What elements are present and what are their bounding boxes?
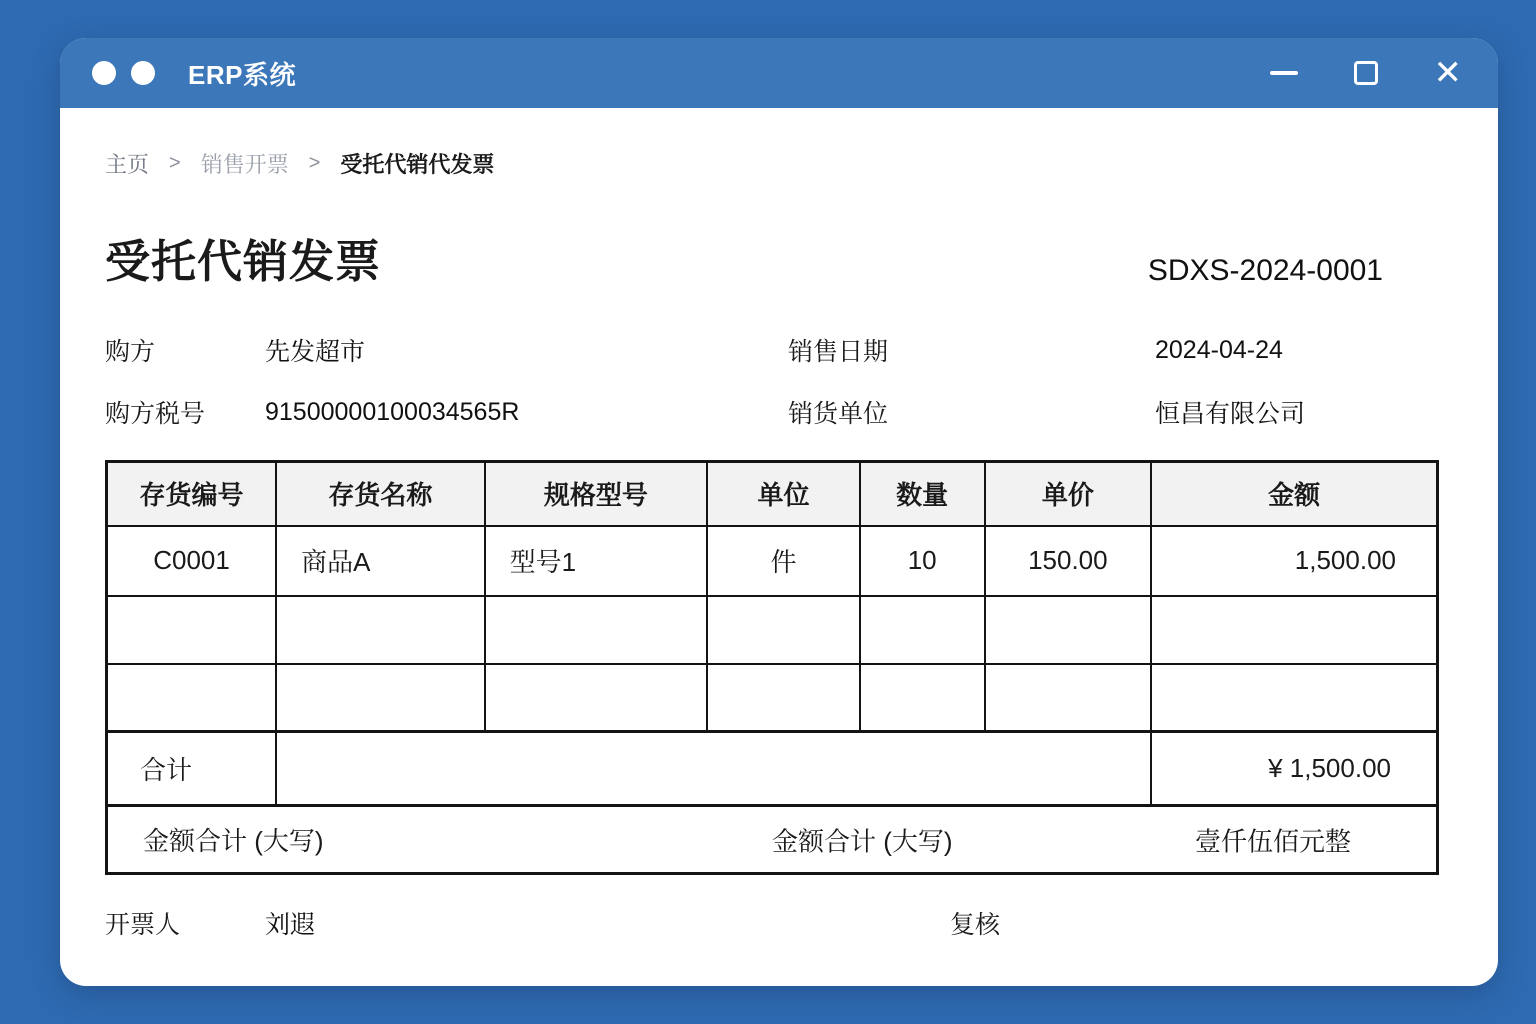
- line-items-table: [105, 460, 1439, 875]
- col-header-unit: 单位: [707, 462, 860, 526]
- title-row: [105, 225, 1453, 290]
- amount-in-words-value: 壹仟伍佰元整: [1194, 826, 1351, 856]
- chevron-right-icon: >: [308, 152, 321, 174]
- invoice-number: SDXS-2024-0001: [1147, 254, 1383, 287]
- window-dot-1-icon[interactable]: [92, 61, 116, 85]
- table-header-row: [107, 462, 1438, 526]
- breadcrumb: [105, 148, 1453, 179]
- chevron-right-icon: >: [169, 152, 181, 174]
- col-header-amount: 金额: [1151, 462, 1437, 526]
- seller-unit-label: 销货单位: [788, 400, 889, 428]
- col-header-quantity: 数量: [860, 462, 985, 526]
- maximize-icon: [1354, 61, 1378, 85]
- breadcrumb-home[interactable]: 主页: [105, 152, 150, 177]
- amount-words-label-left: 金额合计 (大写): [143, 826, 324, 856]
- signature-footer: [105, 905, 1453, 941]
- cell-unit-price: 150.00: [985, 526, 1152, 596]
- minimize-button[interactable]: [1270, 71, 1298, 75]
- cell-unit: 件: [707, 526, 860, 596]
- total-label: 合计: [107, 732, 277, 806]
- table-empty-row: [107, 664, 1438, 732]
- main-content: [60, 108, 1498, 941]
- issuer-name: 刘遐: [265, 911, 316, 939]
- window-dot-2-icon[interactable]: [131, 61, 155, 85]
- cell-item-name: 商品A: [276, 526, 485, 596]
- window-controls: [1270, 56, 1463, 90]
- seller-unit-value: 恒昌有限公司: [1155, 400, 1306, 428]
- table-row: [107, 526, 1438, 596]
- breadcrumb-sales-invoicing[interactable]: 销售开票: [200, 152, 289, 177]
- maximize-button[interactable]: [1354, 61, 1378, 85]
- close-icon: ✕: [1433, 54, 1462, 92]
- close-button[interactable]: [1434, 56, 1463, 90]
- invoice-info: [105, 332, 1453, 430]
- page-title: 受托代销发票: [105, 236, 382, 287]
- cell-amount: 1,500.00: [1151, 526, 1437, 596]
- buyer-tax-value: 91500000100034565R: [265, 397, 520, 426]
- sale-date-value: 2024-04-24: [1155, 335, 1283, 364]
- col-header-spec-model: 规格型号: [485, 462, 708, 526]
- titlebar: [60, 38, 1498, 108]
- col-header-item-name: 存货名称: [276, 462, 485, 526]
- buyer-tax-label: 购方税号: [105, 400, 206, 428]
- col-header-item-code: 存货编号: [107, 462, 277, 526]
- sale-date-label: 销售日期: [788, 338, 889, 366]
- erp-window: [60, 38, 1498, 986]
- col-header-unit-price: 单价: [985, 462, 1152, 526]
- total-row: [107, 732, 1438, 806]
- amount-words-label-center: 金额合计 (大写): [772, 826, 953, 856]
- minimize-icon: [1270, 71, 1298, 75]
- cell-spec-model: 型号1: [485, 526, 708, 596]
- issuer-label: 开票人: [105, 911, 181, 939]
- total-amount: ¥ 1,500.00: [1151, 732, 1437, 806]
- buyer-label: 购方: [105, 338, 156, 366]
- total-spacer-cell: [276, 732, 1151, 806]
- cell-quantity: 10: [860, 526, 985, 596]
- app-title: ERP系统: [188, 59, 296, 90]
- buyer-value: 先发超市: [265, 338, 366, 366]
- amount-in-words-row: [107, 806, 1438, 874]
- cell-item-code: C0001: [107, 526, 277, 596]
- reviewer-label: 复核: [950, 911, 1001, 939]
- traffic-lights: [92, 61, 155, 85]
- table-empty-row: [107, 596, 1438, 664]
- breadcrumb-current-page: 受托代销代发票: [340, 152, 495, 177]
